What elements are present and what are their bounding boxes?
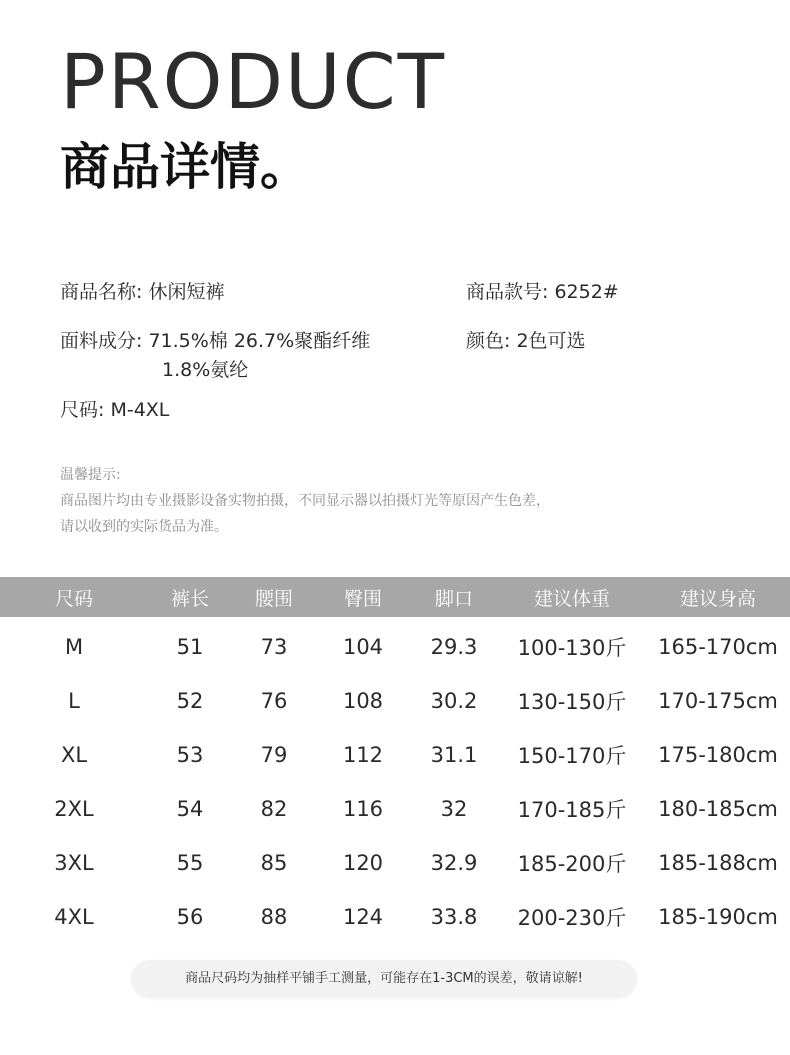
measurement-disclaimer: 商品尺码均为抽样平铺手工测量，可能存在1-3CM的误差，敬请谅解!: [131, 960, 637, 998]
size-table-header-cell: 建议身高: [646, 577, 790, 617]
size-table-body: [0, 617, 790, 944]
table-cell: 33.8: [430, 905, 478, 929]
notice-block: [60, 462, 550, 540]
table-row: [0, 836, 790, 890]
spec-color: 颜色: 2色可选: [466, 330, 586, 352]
table-cell: 2XL: [54, 797, 94, 821]
table-cell: 180-185cm: [658, 797, 778, 821]
size-table-header-cell: 建议体重: [498, 577, 646, 617]
notice-title: 温馨提示:: [60, 467, 121, 483]
table-cell: 53: [176, 743, 204, 767]
notice-line-1: 商品图片均由专业摄影设备实物拍摄，不同显示器以拍摄灯光等原因产生色差，: [60, 493, 550, 509]
table-cell: L: [68, 689, 80, 713]
size-table-header-cell: 脚口: [410, 577, 498, 617]
table-cell: 108: [342, 689, 384, 713]
table-cell: 55: [176, 851, 204, 875]
table-cell: M: [64, 635, 84, 659]
table-cell: 79: [260, 743, 288, 767]
page-title-cn: 商品详情。: [60, 138, 310, 196]
table-cell: 124: [342, 905, 384, 929]
table-cell: 165-170cm: [658, 635, 778, 659]
size-table-header-row: [0, 577, 790, 617]
page-title-en: PRODUCT: [60, 37, 447, 126]
spec-fabric-line1: 面料成分: 71.5%棉 26.7%聚酯纤维: [60, 330, 371, 352]
table-cell: 170-185斤: [517, 798, 627, 822]
table-cell: 104: [342, 635, 384, 659]
table-cell: 200-230斤: [517, 906, 627, 930]
table-cell: 130-150斤: [517, 690, 627, 714]
table-cell: 116: [342, 797, 384, 821]
spec-product-name: 商品名称: 休闲短裤: [60, 281, 225, 303]
size-table-header-cell: 裤长: [148, 577, 232, 617]
table-cell: 51: [176, 635, 204, 659]
table-cell: 3XL: [54, 851, 94, 875]
size-table-header-cell: 尺码: [0, 577, 148, 617]
table-row: [0, 674, 790, 728]
table-cell: 56: [176, 905, 204, 929]
table-cell: 30.2: [430, 689, 478, 713]
size-table-header-cell: 臀围: [316, 577, 410, 617]
table-cell: 31.1: [430, 743, 478, 767]
table-cell: XL: [60, 743, 88, 767]
table-row: [0, 728, 790, 782]
notice-line-2: 请以收到的实际货品为准。: [60, 519, 228, 535]
table-cell: 32.9: [430, 851, 478, 875]
spec-style-number: 商品款号: 6252#: [466, 281, 619, 303]
table-row: [0, 890, 790, 944]
table-row: [0, 782, 790, 836]
table-cell: 82: [260, 797, 288, 821]
size-table: [0, 577, 790, 944]
table-cell: 150-170斤: [517, 744, 627, 768]
table-cell: 88: [260, 905, 288, 929]
table-cell: 4XL: [54, 905, 94, 929]
table-cell: 185-200斤: [517, 852, 627, 876]
spec-size-range: 尺码: M-4XL: [60, 399, 170, 421]
table-cell: 185-188cm: [658, 851, 778, 875]
table-cell: 76: [260, 689, 288, 713]
table-cell: 170-175cm: [658, 689, 778, 713]
table-cell: 52: [176, 689, 204, 713]
table-cell: 112: [342, 743, 384, 767]
table-cell: 85: [260, 851, 288, 875]
table-cell: 73: [260, 635, 288, 659]
table-cell: 54: [176, 797, 204, 821]
table-cell: 32: [440, 797, 468, 821]
size-table-header-cell: 腰围: [232, 577, 316, 617]
table-cell: 185-190cm: [658, 905, 778, 929]
table-cell: 120: [342, 851, 384, 875]
spec-fabric-line2: 1.8%氨纶: [162, 359, 249, 381]
table-row: [0, 617, 790, 674]
table-cell: 29.3: [430, 635, 478, 659]
table-cell: 175-180cm: [658, 743, 778, 767]
table-cell: 100-130斤: [517, 636, 627, 660]
